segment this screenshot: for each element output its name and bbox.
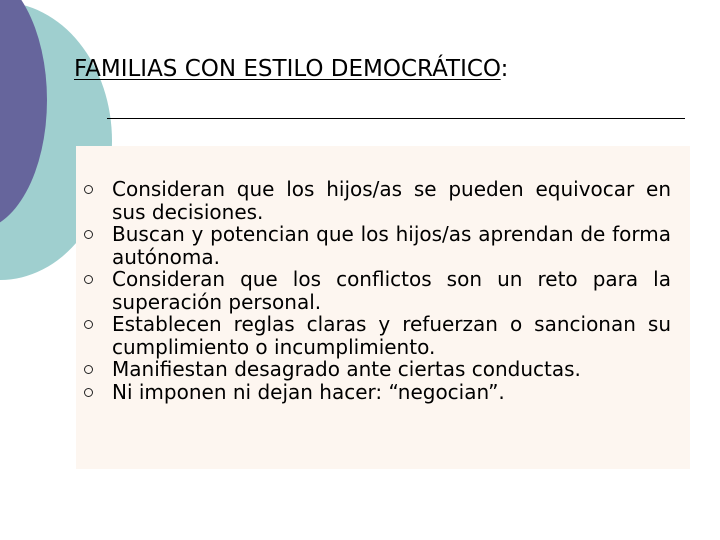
circle-bullet-icon bbox=[84, 275, 93, 284]
bullet-text: Ni imponen ni dejan hacer: “negocian”. bbox=[112, 379, 505, 404]
bullet-item bbox=[84, 381, 671, 404]
bullet-text: Establecen reglas claras y refuerzan o sancionan su cumplimiento o incumplimiento. bbox=[112, 312, 671, 359]
circle-bullet-icon bbox=[84, 388, 93, 397]
bullet-item bbox=[84, 178, 671, 223]
bullet-item bbox=[84, 268, 671, 313]
slide-title bbox=[74, 56, 508, 82]
circle-bullet-icon bbox=[84, 365, 93, 374]
bullet-item bbox=[84, 313, 671, 358]
bullet-list bbox=[84, 178, 671, 403]
bullet-text: Consideran que los conflictos son un reto para la superación personal. bbox=[112, 267, 671, 314]
slide-title-text: FAMILIAS CON ESTILO DEMOCRÁTICO bbox=[74, 56, 501, 82]
bullet-text: Manifiestan desagrado ante ciertas conductas. bbox=[112, 357, 581, 381]
title-divider bbox=[107, 118, 685, 119]
circle-bullet-icon bbox=[84, 185, 93, 194]
circle-bullet-icon bbox=[84, 320, 93, 329]
slide-title-colon: : bbox=[500, 56, 509, 82]
bullet-text: Consideran que los hijos/as se pueden equivocar en sus decisiones. bbox=[112, 177, 671, 224]
bullet-item bbox=[84, 358, 671, 381]
circle-bullet-icon bbox=[84, 230, 93, 239]
bullet-item bbox=[84, 223, 671, 268]
bullet-text: Buscan y potencian que los hijos/as aprendan de forma autónoma. bbox=[112, 222, 671, 269]
